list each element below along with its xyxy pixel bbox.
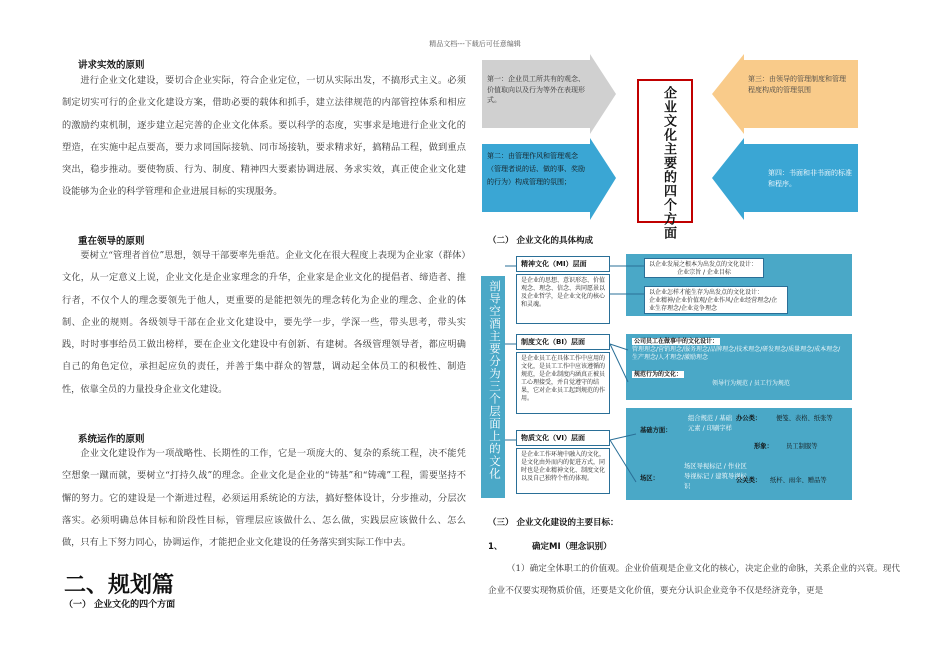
page-header-note: 精品文档---下载后可任意编辑 [429, 40, 521, 48]
bi-design-2-title: 规范行为的文化： [634, 371, 683, 378]
section-body: 企业文化建设作为一项战略性、长期性的工作，它是一项庞大的、复杂的系统工程，决不能凭空想象一蹴而就，要树立“打持久战”的理念。企业文化是企业的“铸基”和“铸魂”工程，需要坚持不懈的努力。它的建设是一个渐进过程，必须运用系统论的方法，搞好整体设计，分步推动，分层次落实。必须明确总体目标和阶段性目标，管理层应该做什么、怎么做，实践层应该做什么、怎么做，只有上下努力同心，协调运作，才能把企业文化建设的任务落实到实际工作中去。 [62, 448, 466, 549]
vertical-banner-text: 剖导空酒主要分为三个层面上的文化 [488, 280, 502, 480]
arrow-text-third: 第三：由领导的管理制度和管理程度构成的管理氛围 [748, 75, 846, 94]
section-heading: 讲求实效的原则 [78, 60, 145, 71]
layer-mi-desc: 是企业的思想、意识形态、价值观念、理念、信念、共同愿景以及企业哲学，是企业文化的核心和灵魂。 [516, 274, 610, 324]
bi-design-2-sub: 领导行为规范 / 员工行为规范 [712, 380, 790, 387]
arrow-text-second: 第二：由管理作风和管理观念（管理者说的话、做的事、奖励的行为）构成管理的氛围； [487, 152, 585, 186]
layer-mi-title: 精神文化（MI）层面 [516, 256, 610, 272]
vi-basic-sub: 组合规范 / 基础元素 / 印刷字样 [688, 415, 732, 432]
vi-area-title: 场区： [640, 475, 659, 482]
vi-basic-title: 基础方面： [640, 427, 672, 434]
bi-design-2 [628, 368, 850, 396]
layer-bi-title: 制度文化（BI）层面 [516, 334, 610, 350]
bi-design-1-sub: 管理理念/营销理念/服务理念/品牌理念/技术理念/研发理念/质量理念/成本理念/生产理念/人才理念/激励理念 [632, 346, 841, 361]
connector-lines [505, 254, 645, 502]
mi-design-2 [644, 286, 788, 314]
arrow-text-fourth: 第四：书面和非书面的标准和程序。 [768, 169, 852, 188]
section-heading: 系统运作的原则 [78, 434, 145, 445]
vi-image-sub: 员工制服等 [786, 443, 818, 450]
section-body: 要树立“管理者首位”思想，领导干部要率先垂范。企业文化在很大程度上表现为企业家（群体）文化，从一定意义上说，企业文化是企业家理念的升华，企业家是企业文化的提倡者、缔造者、推行者，不仅个人的理念要领先于他人，更重要的是能把领先的理念转化为企业的理念、企业的体制、企业的规则。各级领导干部在企业文化建设中，要先学一步，学深一些，带头思考，带头实践，时时事事给员工做出榜样，要在企业文化建设中有创新、有建树。各级管理领导者，都应明确自己的角色定位，承担起应负的责任，并善于集中群众的智慧，调动起全体员工的积极性、制造性，依靠全员的力量投身企业文化建设。 [62, 250, 466, 395]
mi-design-1 [644, 258, 764, 278]
mi-design-1-title: 以企业发展之根本为出发点的文化设计： [649, 261, 758, 268]
vi-office-title: 办公类： [736, 415, 762, 422]
vi-office-sub: 便笺、表格、纸张等 [776, 415, 833, 422]
layer-bi-desc: 是企业员工在具体工作中应用的文化，是员工工作中应该遵循的规范，是企业制度内涵真正被员工心理接受，并自觉遵守的结果，它对企业员工起到规范的作用。 [516, 352, 610, 414]
vi-area-sub: 场区导视标记 / 作业区导视标记 / 建筑导视标识 [684, 463, 747, 490]
vi-pr-sub: 纸杯、雨伞、赠品等 [770, 477, 827, 484]
item-one-body: （1）确定全体职工的价值观。企业价值观是企业文化的核心，决定企业的命脉，关系企业的兴衰。现代企业不仅要实现物质价值，还要是文化价值，要充分认识企业竞争不仅是经济竞争，更是 [488, 564, 900, 596]
section-three-title: （三） 企业文化建设的主要目标： [488, 518, 619, 528]
item-one-title: 确定MI（理念识别） [532, 542, 612, 552]
vi-design-grid [636, 412, 848, 496]
vi-image-title: 形象： [754, 443, 773, 450]
item-one-number: 1、 [488, 542, 503, 552]
subsection-title: （一） 企业文化的四个方面 [64, 600, 176, 610]
arrow-text-first: 第一：企业员工所共有的观念、价值取向以及行为等外在表现形式。 [487, 75, 585, 104]
chapter-title: 二、规划篇 [64, 573, 175, 598]
section-body: 进行企业文化建设，要切合企业实际，符合企业定位，一切从实际出发，不搞形式主义。必须制定切实可行的企业文化建设方案，借助必要的载体和抓手，建立法律规范的内部管控体系和相应的激励约束机制，逐步建立起完善的企业文化体系。要以科学的态度，实事求是地进行企业文化的塑造，在实施中起点要高，要力求同国际接轨、同市场接轨，要求精求好，搞精品工程，做到重点突出，稳步推动。要使物质、行为、制度、精神四大要素协调进展、务求实效，真正使企业文化建设能够为企业的科学管理和企业进展目标的实现服务。 [62, 75, 466, 198]
center-box-label: 企业文化主要的四个方面 [661, 86, 676, 240]
mi-design-1-sub: 企业宗旨 / 企业目标 [677, 269, 731, 276]
bi-design-1-title: 公司员工在做事中的文化设计： [634, 338, 719, 345]
section-two-title: （二） 企业文化的具体构成 [488, 236, 593, 246]
layer-vi-title: 物质文化（VI）层面 [516, 430, 610, 446]
mi-design-2-sub: 企业精神/企业价值观/企业作风/企业经营理念/企业生存理念/企业竞争理念 [649, 297, 778, 312]
bi-design-1 [628, 336, 850, 364]
section-heading: 重在领导的原则 [78, 236, 145, 247]
mi-design-2-title: 以企业怎样才能生存为出发点的文化设计： [649, 289, 764, 296]
layer-vi-desc: 是企业工作环境中融入的文化，是文化由外而内的促进方式，同时也是企业精神文化、制度文化以及自己独特个性的体现。 [516, 448, 610, 494]
vi-pr-title: 公关类： [736, 477, 762, 484]
